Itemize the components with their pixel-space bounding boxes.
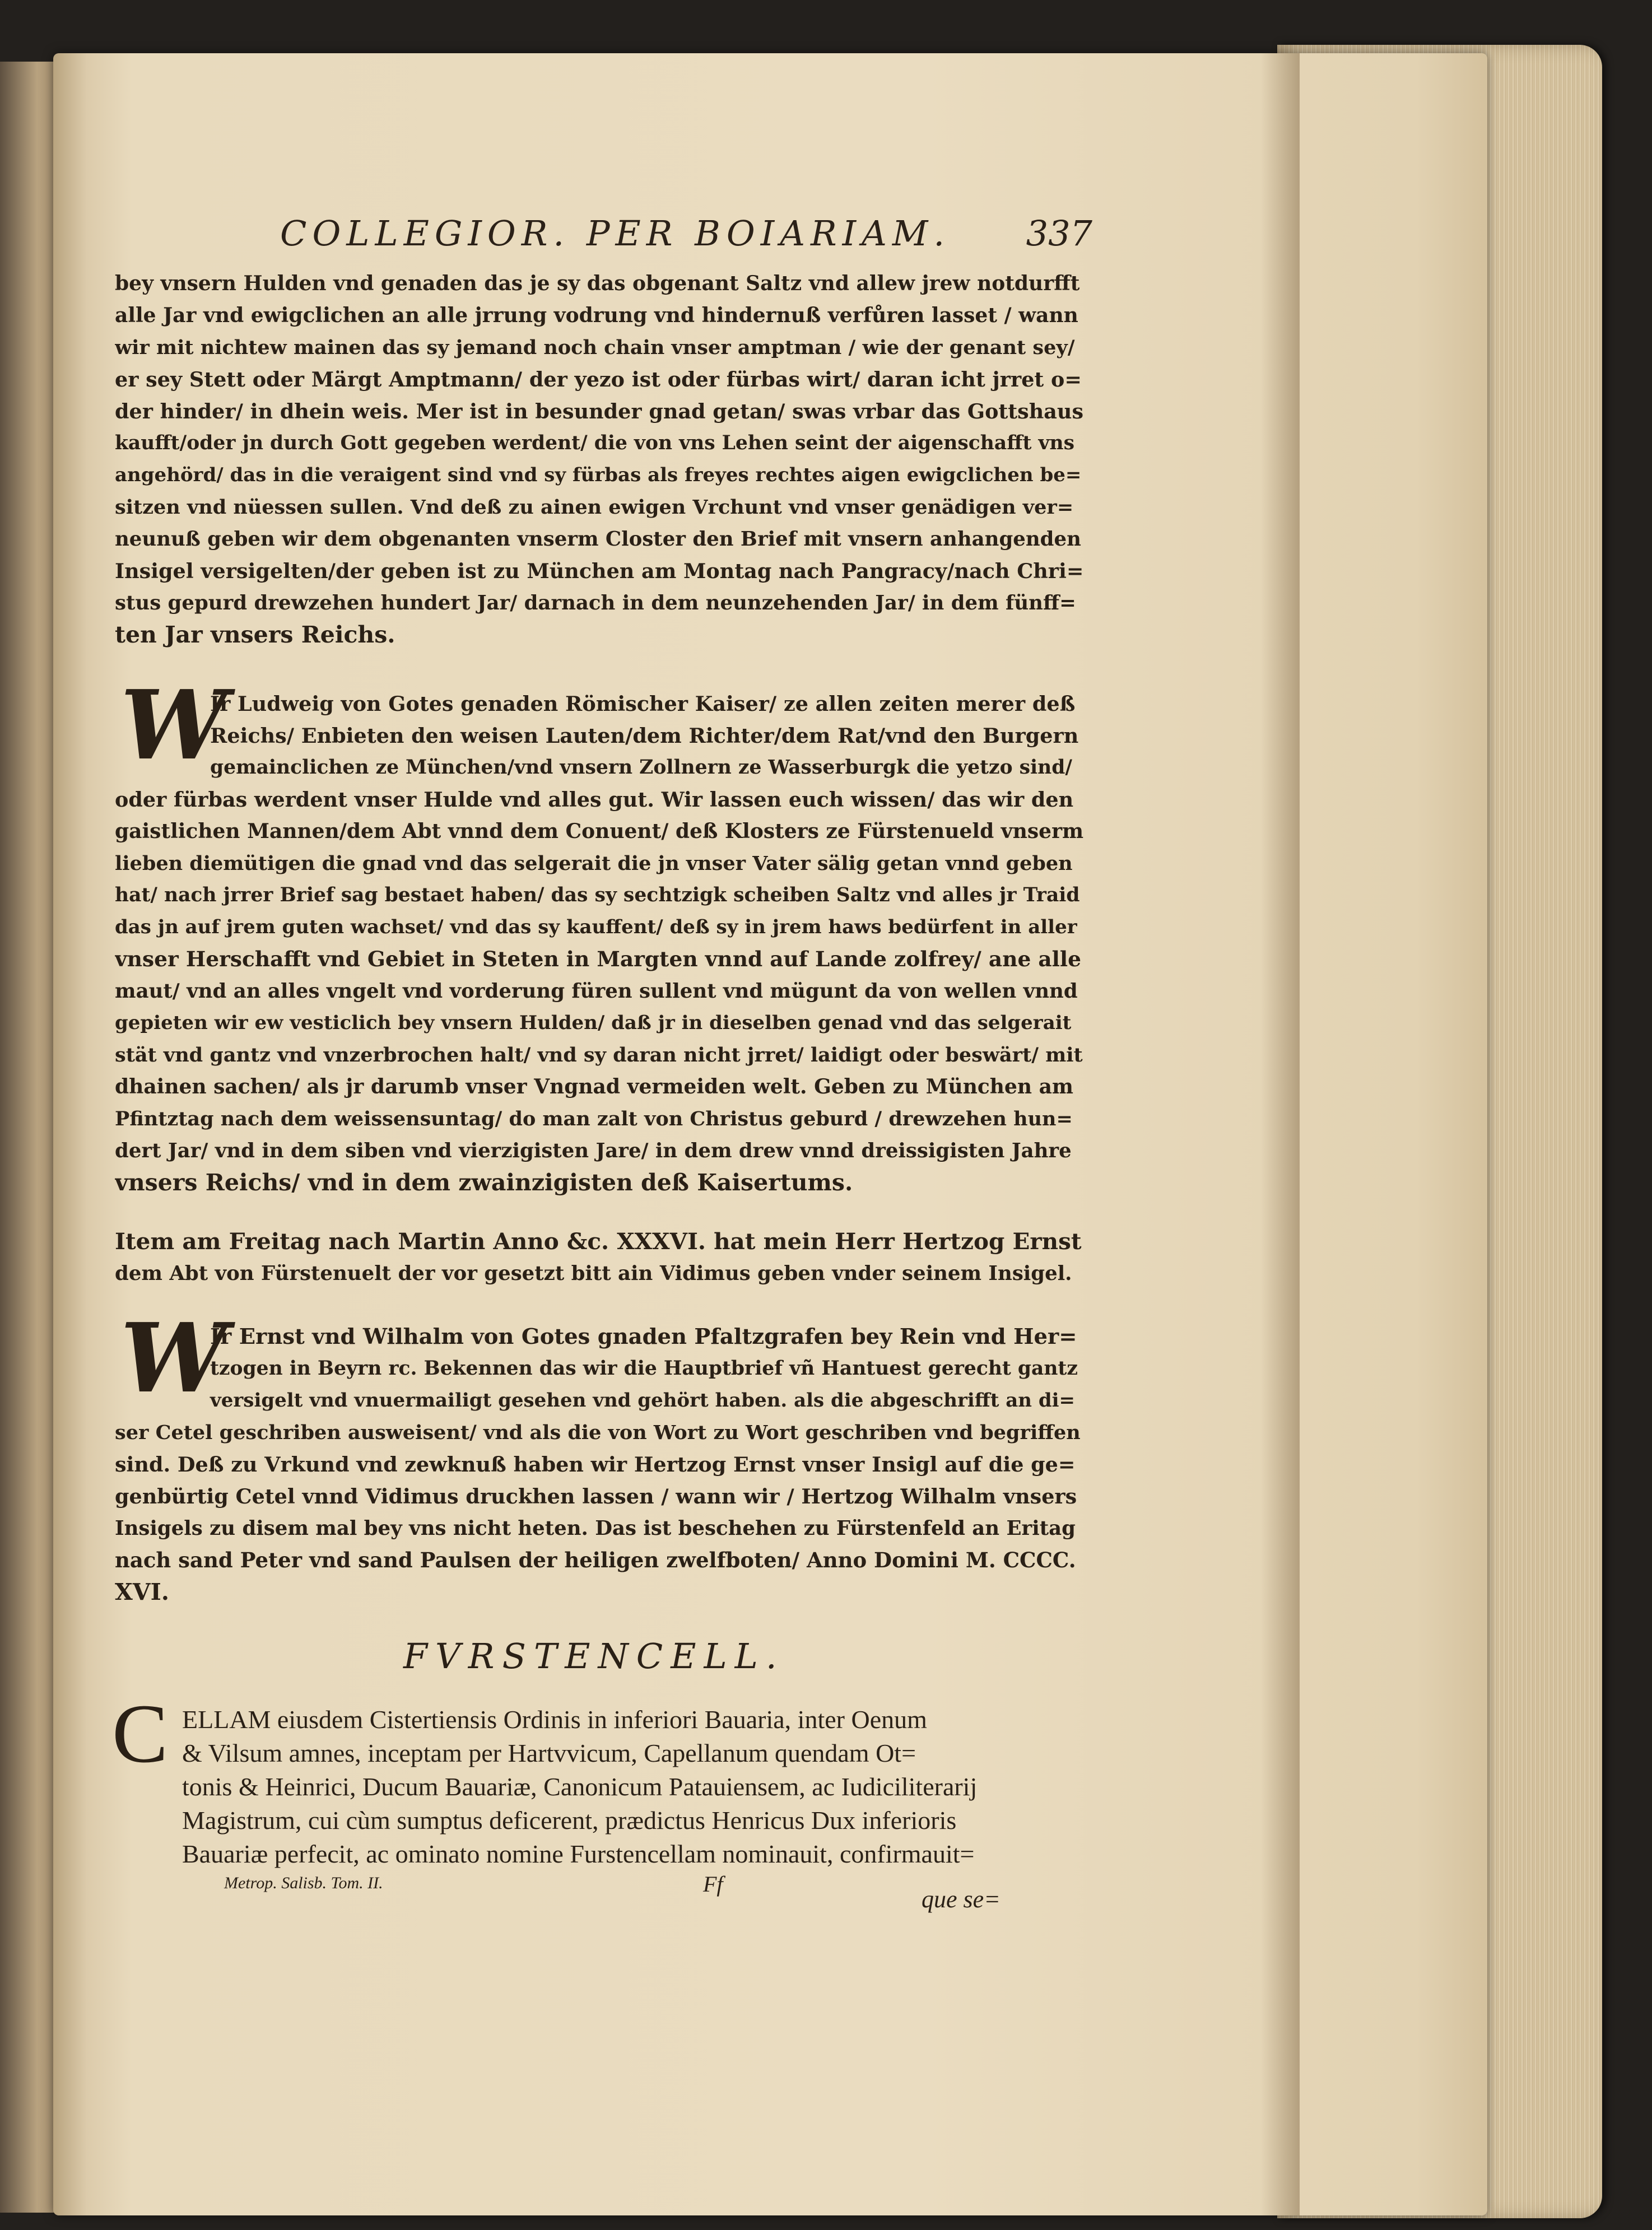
text-line: Ir Ludweig von Gotes genaden Römischer Kaiser/ ze allen zeiten merer deß [210, 692, 1076, 716]
text-line: oder fürbas werdent vnser Hulde vnd alles gut. Wir lassen euch wissen/ das wir den [115, 788, 1074, 812]
text-line: Ir Ernst vnd Wilhalm von Gotes gnaden Pfaltzgrafen bey Rein vnd Her= [210, 1324, 1077, 1349]
paragraph-charter-ernst [115, 1321, 1084, 1608]
catchword: que se= [922, 1886, 1000, 1913]
text-line: neunuß geben wir dem obgenanten vnserm Closter den Brief mit vnsern anhangenden [115, 528, 1081, 551]
paragraph-charter-ludwig [115, 688, 1084, 1199]
text-line: Insigels zu disem mal bey vns nicht heten. Das ist beschehen zu Fürstenfeld an Eritag [115, 1517, 1076, 1540]
text-line: stät vnd gantz vnd vnzerbrochen halt/ vnd sy daran nicht jrret/ laidigt oder beswärt/ mit [115, 1044, 1083, 1067]
text-line: vnser Herschafft vnd Gebiet in Steten in Margten vnnd auf Lande zolfrey/ ane alle [115, 947, 1082, 971]
text-line: der hinder/ in dhein weis. Mer ist in besunder gnad getan/ swas vrbar das Gottshaus [115, 399, 1083, 423]
drop-cap-initial-second: W [120, 1302, 227, 1414]
text-line: versigelt vnd vnuermailigt gesehen vnd gehört haben. als die abgeschrifft an di= [210, 1389, 1075, 1412]
signature-mark: Ff [703, 1871, 723, 1897]
text-line: Insigel versigelten/der geben ist zu München am Montag nach Pangracy/nach Chri= [115, 559, 1084, 583]
text-line: sind. Deß zu Vrkund vnd zewknuß haben wir Hertzog Ernst vnser Insigl auf die ge= [115, 1452, 1076, 1477]
page-gutter-shadow [1260, 53, 1300, 2215]
text-line: er sey Stett oder Märgt Amptmann/ der yezo ist oder fürbas wirt/ daran icht jrret o= [115, 367, 1082, 392]
page-number: 337 [1026, 213, 1092, 254]
text-line: nach sand Peter vnd sand Paulsen der heiligen zwelfboten/ Anno Domini M. CCCC. [115, 1548, 1076, 1572]
drop-cap-initial: W [120, 669, 227, 781]
text-line: ten Jar vnsers Reichs. [115, 621, 395, 648]
text-line: dem Abt von Fürstenuelt der vor gesetzt bitt ain Vidimus geben vnder seinem Insigel. [115, 1262, 1072, 1285]
text-line: Pfintztag nach dem weissensuntag/ do man zalt von Christus geburd / drewzehen hun= [115, 1107, 1073, 1130]
text-line: XVI. [115, 1579, 170, 1605]
footer-reference: Metrop. Salisb. Tom. II. [224, 1874, 383, 1892]
text-line: bey vnsern Hulden vnd genaden das je sy das obgenant Saltz vnd allew jrew notdurfft [115, 272, 1080, 295]
text-line: alle Jar vnd ewigclichen an alle jrrung vodrung vnd hindernuß verfůren lasset / wann [115, 304, 1078, 327]
latin-line: Bauariæ perfecit, ac ominato nomine Furstencellam nominauit, confirmauit= [182, 1840, 975, 1868]
text-line: genbürtig Cetel vnnd Vidimus druckhen lassen / wann wir / Hertzog Wilhalm vnsers [115, 1484, 1077, 1509]
latin-line: tonis & Heinrici, Ducum Bauariæ, Canonicum Patauiensem, ac Iudiciliterarij [182, 1772, 978, 1801]
text-line: Reichs/ Enbieten den weisen Lauten/dem Richter/dem Rat/vnd den Burgern [210, 724, 1079, 748]
text-line: angehörd/ das in die veraigent sind vnd sy fürbas als freyes rechtes aigen ewigclichen be= [115, 464, 1082, 486]
text-line: sitzen vnd nüessen sullen. Vnd deß zu ainen ewigen Vrchunt vnd vnser genädigen ver= [115, 496, 1074, 519]
text-line: ser Cetel geschriben ausweisent/ vnd als die von Wort zu Wort geschriben vnd begriffen [115, 1421, 1081, 1444]
paragraph-charter-1 [115, 268, 1084, 651]
text-line: wir mit nichtew mainen das sy jemand noch chain vnser amptman / wie der genant sey/ [115, 336, 1075, 359]
running-head [280, 213, 1092, 269]
latin-initial: C [112, 1687, 169, 1780]
latin-line: & Vilsum amnes, inceptam per Hartvvicum, Capellanum quendam Ot= [182, 1739, 916, 1767]
text-line: das jn auf jrem guten wachset/ vnd das sy kauffent/ deß sy in jrem haws bedürfent in aller [115, 916, 1077, 938]
text-line: gepieten wir ew vesticlich bey vnsern Hulden/ daß jr in dieselben genad vnd das selgerait [115, 1012, 1072, 1034]
text-line: hat/ nach jrrer Brief sag bestaet haben/ das sy sechtzigk scheiben Saltz vnd alles jr Traid [115, 884, 1080, 906]
text-line: stus gepurd drewzehen hundert Jar/ darnach in dem neunzehenden Jar/ in dem fünff= [115, 592, 1076, 614]
text-line: gemainclichen ze München/vnd vnsern Zollnern ze Wasserburgk die yetzo sind/ [210, 756, 1072, 779]
text-line: gaistlichen Mannen/dem Abt vnnd dem Conuent/ deß Klosters ze Fürstenueld vnserm [115, 820, 1084, 843]
latin-line: ELLAM eiusdem Cistertiensis Ordinis in inferiori Bauaria, inter Oenum [182, 1705, 927, 1734]
text-line: dhainen sachen/ als jr darumb vnser Vngnad vermeiden welt. Geben zu München am [115, 1075, 1074, 1098]
running-head-title: COLLEGIOR. PER BOIARIAM. [280, 213, 951, 254]
latin-paragraph [115, 1703, 1084, 1871]
text-line: Item am Freitag nach Martin Anno &c. XXXVI. hat mein Herr Hertzog Ernst [115, 1228, 1082, 1255]
latin-line: Magistrum, cui cùm sumptus deficerent, prædictus Henricus Dux inferioris [182, 1806, 957, 1835]
text-line: vnsers Reichs/ vnd in dem zwainzigisten deß Kaisertums. [115, 1169, 853, 1196]
text-line: tzogen in Beyrn rc. Bekennen das wir die Hauptbrief vñ Hantuest gerecht gantz [210, 1357, 1078, 1380]
text-line: dert Jar/ vnd in dem siben vnd vierzigisten Jare/ in dem drew vnnd dreissigisten Jahre [115, 1139, 1072, 1162]
paragraph-item-note [115, 1226, 1084, 1289]
section-heading: FVRSTENCELL. [403, 1636, 785, 1677]
text-line: kaufft/oder jn durch Gott gegeben werdent/ die von vns Lehen seint der aigenschafft vns [115, 432, 1075, 454]
text-line: lieben diemütigen die gnad vnd das selgerait die jn vnser Vater sälig getan vnnd geben [115, 852, 1073, 875]
text-line: maut/ vnd an alles vngelt vnd vorderung füren sullent vnd mügunt da von wellen vnnd [115, 980, 1078, 1003]
